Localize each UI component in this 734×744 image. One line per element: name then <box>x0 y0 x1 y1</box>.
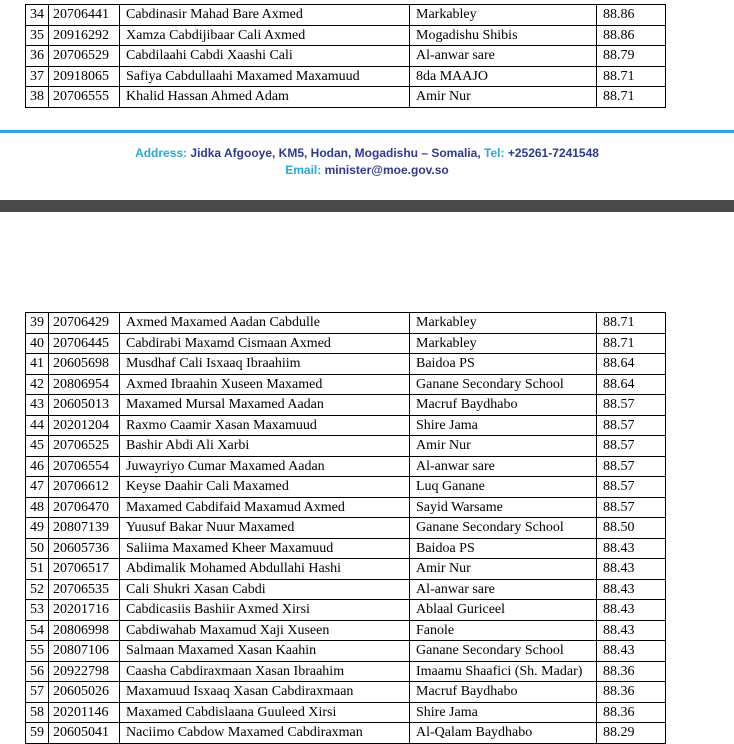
cell-student-name: Maxamed Cabdislaana Guuleed Xirsi <box>120 702 410 723</box>
cell-student-name: Cabdirabi Maxamd Cismaan Axmed <box>120 333 410 354</box>
cell-score: 88.36 <box>597 702 666 723</box>
cell-student-name: Maxamuud Isxaaq Xasan Cabdiraxmaan <box>120 682 410 703</box>
cell-rank: 34 <box>26 5 49 26</box>
cell-school: Al-anwar sare <box>410 579 597 600</box>
table-row <box>26 354 666 375</box>
cell-school: Ganane Secondary School <box>410 518 597 539</box>
table-row <box>26 374 666 395</box>
cell-student-id: 20605041 <box>49 723 120 744</box>
table-row <box>26 46 666 67</box>
cell-student-name: Khalid Hassan Ahmed Adam <box>120 87 410 108</box>
cell-student-name: Xamza Cabdijibaar Cali Axmed <box>120 25 410 46</box>
table-row <box>26 620 666 641</box>
cell-school: Shire Jama <box>410 415 597 436</box>
cell-student-id: 20706529 <box>49 46 120 67</box>
table-row <box>26 313 666 334</box>
cell-score: 88.36 <box>597 661 666 682</box>
cell-student-id: 20706535 <box>49 579 120 600</box>
page-separator <box>0 200 734 212</box>
cell-rank: 35 <box>26 25 49 46</box>
email-value: minister@moe.gov.so <box>324 163 449 177</box>
cell-school: Markabley <box>410 333 597 354</box>
cell-score: 88.36 <box>597 682 666 703</box>
cell-student-name: Abdimalik Mohamed Abdullahi Hashi <box>120 559 410 580</box>
cell-rank: 55 <box>26 641 49 662</box>
email-label: Email: <box>285 163 322 177</box>
cell-score: 88.64 <box>597 354 666 375</box>
cell-school: Imaamu Shaafici (Sh. Madar) <box>410 661 597 682</box>
cell-student-id: 20706517 <box>49 559 120 580</box>
cell-score: 88.86 <box>597 25 666 46</box>
cell-rank: 56 <box>26 661 49 682</box>
cell-rank: 51 <box>26 559 49 580</box>
cell-student-id: 20807139 <box>49 518 120 539</box>
cell-school: Macruf Baydhabo <box>410 395 597 416</box>
cell-rank: 43 <box>26 395 49 416</box>
cell-score: 88.86 <box>597 5 666 26</box>
cell-student-name: Cali Shukri Xasan Cabdi <box>120 579 410 600</box>
cell-school: Markabley <box>410 5 597 26</box>
cell-school: Al-Qalam Baydhabo <box>410 723 597 744</box>
cell-student-name: Yuusuf Bakar Nuur Maxamed <box>120 518 410 539</box>
cell-school: Shire Jama <box>410 702 597 723</box>
cell-student-id: 20918065 <box>49 66 120 87</box>
cell-score: 88.50 <box>597 518 666 539</box>
cell-student-name: Naciimo Cabdow Maxamed Cabdiraxman <box>120 723 410 744</box>
cell-student-id: 20706554 <box>49 456 120 477</box>
cell-student-name: Axmed Maxamed Aadan Cabdulle <box>120 313 410 334</box>
cell-rank: 36 <box>26 46 49 67</box>
cell-school: Al-anwar sare <box>410 46 597 67</box>
cell-school: Al-anwar sare <box>410 456 597 477</box>
cell-school: Ganane Secondary School <box>410 641 597 662</box>
address-label: Address: <box>135 146 188 160</box>
tel-value: +25261-7241548 <box>507 146 599 160</box>
cell-score: 88.57 <box>597 436 666 457</box>
address-value: Jidka Afgooye, KM5, Hodan, Mogadishu – Somalia, <box>190 146 481 160</box>
cell-student-id: 20605013 <box>49 395 120 416</box>
cell-student-id: 20605026 <box>49 682 120 703</box>
table-row <box>26 87 666 108</box>
cell-score: 88.71 <box>597 313 666 334</box>
cell-student-name: Juwayriyo Cumar Maxamed Aadan <box>120 456 410 477</box>
cell-student-id: 20706445 <box>49 333 120 354</box>
cell-score: 88.71 <box>597 87 666 108</box>
results-table-bottom <box>25 312 666 744</box>
cell-score: 88.43 <box>597 600 666 621</box>
cell-student-name: Keyse Daahir Cali Maxamed <box>120 477 410 498</box>
cell-student-id: 20807106 <box>49 641 120 662</box>
cell-student-name: Bashir Abdi Ali Xarbi <box>120 436 410 457</box>
tel-label: Tel: <box>484 146 505 160</box>
cell-rank: 58 <box>26 702 49 723</box>
cell-score: 88.57 <box>597 497 666 518</box>
cell-rank: 48 <box>26 497 49 518</box>
table-row <box>26 5 666 26</box>
table-row <box>26 702 666 723</box>
cell-student-name: Cabdinasir Mahad Bare Axmed <box>120 5 410 26</box>
cell-school: Amir Nur <box>410 87 597 108</box>
footer-divider <box>0 130 734 133</box>
cell-school: Mogadishu Shibis <box>410 25 597 46</box>
cell-school: Fanole <box>410 620 597 641</box>
cell-rank: 44 <box>26 415 49 436</box>
results-table-top <box>25 4 666 108</box>
cell-score: 88.43 <box>597 620 666 641</box>
table-row <box>26 518 666 539</box>
footer-address-line <box>0 146 734 160</box>
table-row <box>26 333 666 354</box>
cell-school: Macruf Baydhabo <box>410 682 597 703</box>
cell-rank: 40 <box>26 333 49 354</box>
cell-score: 88.57 <box>597 456 666 477</box>
cell-rank: 38 <box>26 87 49 108</box>
cell-rank: 59 <box>26 723 49 744</box>
cell-student-id: 20806954 <box>49 374 120 395</box>
cell-score: 88.57 <box>597 395 666 416</box>
cell-score: 88.71 <box>597 66 666 87</box>
cell-school: Ganane Secondary School <box>410 374 597 395</box>
cell-student-name: Maxamed Mursal Maxamed Aadan <box>120 395 410 416</box>
cell-student-id: 20706612 <box>49 477 120 498</box>
cell-school: Luq Ganane <box>410 477 597 498</box>
cell-rank: 54 <box>26 620 49 641</box>
cell-score: 88.64 <box>597 374 666 395</box>
cell-school: Ablaal Guriceel <box>410 600 597 621</box>
cell-score: 88.43 <box>597 579 666 600</box>
cell-school: 8da MAAJO <box>410 66 597 87</box>
cell-student-name: Salmaan Maxamed Xasan Kaahin <box>120 641 410 662</box>
footer-email-line <box>0 163 734 177</box>
table-row <box>26 456 666 477</box>
cell-score: 88.57 <box>597 477 666 498</box>
cell-student-id: 20922798 <box>49 661 120 682</box>
cell-score: 88.43 <box>597 559 666 580</box>
cell-rank: 53 <box>26 600 49 621</box>
cell-rank: 39 <box>26 313 49 334</box>
cell-school: Amir Nur <box>410 559 597 580</box>
cell-student-name: Saliima Maxamed Kheer Maxamuud <box>120 538 410 559</box>
cell-rank: 52 <box>26 579 49 600</box>
table-row <box>26 66 666 87</box>
cell-student-name: Cabdicasiis Bashiir Axmed Xirsi <box>120 600 410 621</box>
cell-student-id: 20605736 <box>49 538 120 559</box>
cell-student-id: 20706525 <box>49 436 120 457</box>
cell-student-name: Cabdilaahi Cabdi Xaashi Cali <box>120 46 410 67</box>
table-row <box>26 641 666 662</box>
table-row <box>26 436 666 457</box>
cell-school: Markabley <box>410 313 597 334</box>
cell-student-name: Maxamed Cabdifaid Maxamud Axmed <box>120 497 410 518</box>
cell-rank: 47 <box>26 477 49 498</box>
cell-rank: 57 <box>26 682 49 703</box>
cell-student-name: Musdhaf Cali Isxaaq Ibraahiim <box>120 354 410 375</box>
cell-score: 88.43 <box>597 641 666 662</box>
cell-rank: 41 <box>26 354 49 375</box>
cell-student-id: 20201204 <box>49 415 120 436</box>
table-row <box>26 600 666 621</box>
cell-student-name: Raxmo Caamir Xasan Maxamuud <box>120 415 410 436</box>
cell-rank: 42 <box>26 374 49 395</box>
table-row <box>26 538 666 559</box>
cell-rank: 46 <box>26 456 49 477</box>
cell-student-id: 20706429 <box>49 313 120 334</box>
table-row <box>26 682 666 703</box>
table-row <box>26 579 666 600</box>
table-row <box>26 395 666 416</box>
cell-rank: 37 <box>26 66 49 87</box>
cell-student-id: 20201146 <box>49 702 120 723</box>
cell-rank: 49 <box>26 518 49 539</box>
cell-school: Amir Nur <box>410 436 597 457</box>
cell-student-id: 20201716 <box>49 600 120 621</box>
cell-school: Baidoa PS <box>410 354 597 375</box>
cell-student-name: Safiya Cabdullaahi Maxamed Maxamuud <box>120 66 410 87</box>
cell-score: 88.29 <box>597 723 666 744</box>
cell-student-name: Caasha Cabdiraxmaan Xasan Ibraahim <box>120 661 410 682</box>
cell-score: 88.71 <box>597 333 666 354</box>
table-row <box>26 415 666 436</box>
cell-student-id: 20605698 <box>49 354 120 375</box>
table-row <box>26 497 666 518</box>
cell-rank: 50 <box>26 538 49 559</box>
cell-score: 88.57 <box>597 415 666 436</box>
cell-student-id: 20706441 <box>49 5 120 26</box>
cell-score: 88.43 <box>597 538 666 559</box>
cell-school: Sayid Warsame <box>410 497 597 518</box>
cell-student-id: 20706470 <box>49 497 120 518</box>
table-row <box>26 661 666 682</box>
cell-student-name: Axmed Ibraahin Xuseen Maxamed <box>120 374 410 395</box>
table-row <box>26 25 666 46</box>
cell-student-id: 20706555 <box>49 87 120 108</box>
table-row <box>26 559 666 580</box>
cell-student-id: 20806998 <box>49 620 120 641</box>
results-table-top-body <box>26 5 666 108</box>
cell-student-name: Cabdiwahab Maxamud Xaji Xuseen <box>120 620 410 641</box>
table-row <box>26 723 666 744</box>
table-row <box>26 477 666 498</box>
results-table-bottom-body <box>26 313 666 744</box>
cell-student-id: 20916292 <box>49 25 120 46</box>
cell-school: Baidoa PS <box>410 538 597 559</box>
cell-score: 88.79 <box>597 46 666 67</box>
cell-rank: 45 <box>26 436 49 457</box>
